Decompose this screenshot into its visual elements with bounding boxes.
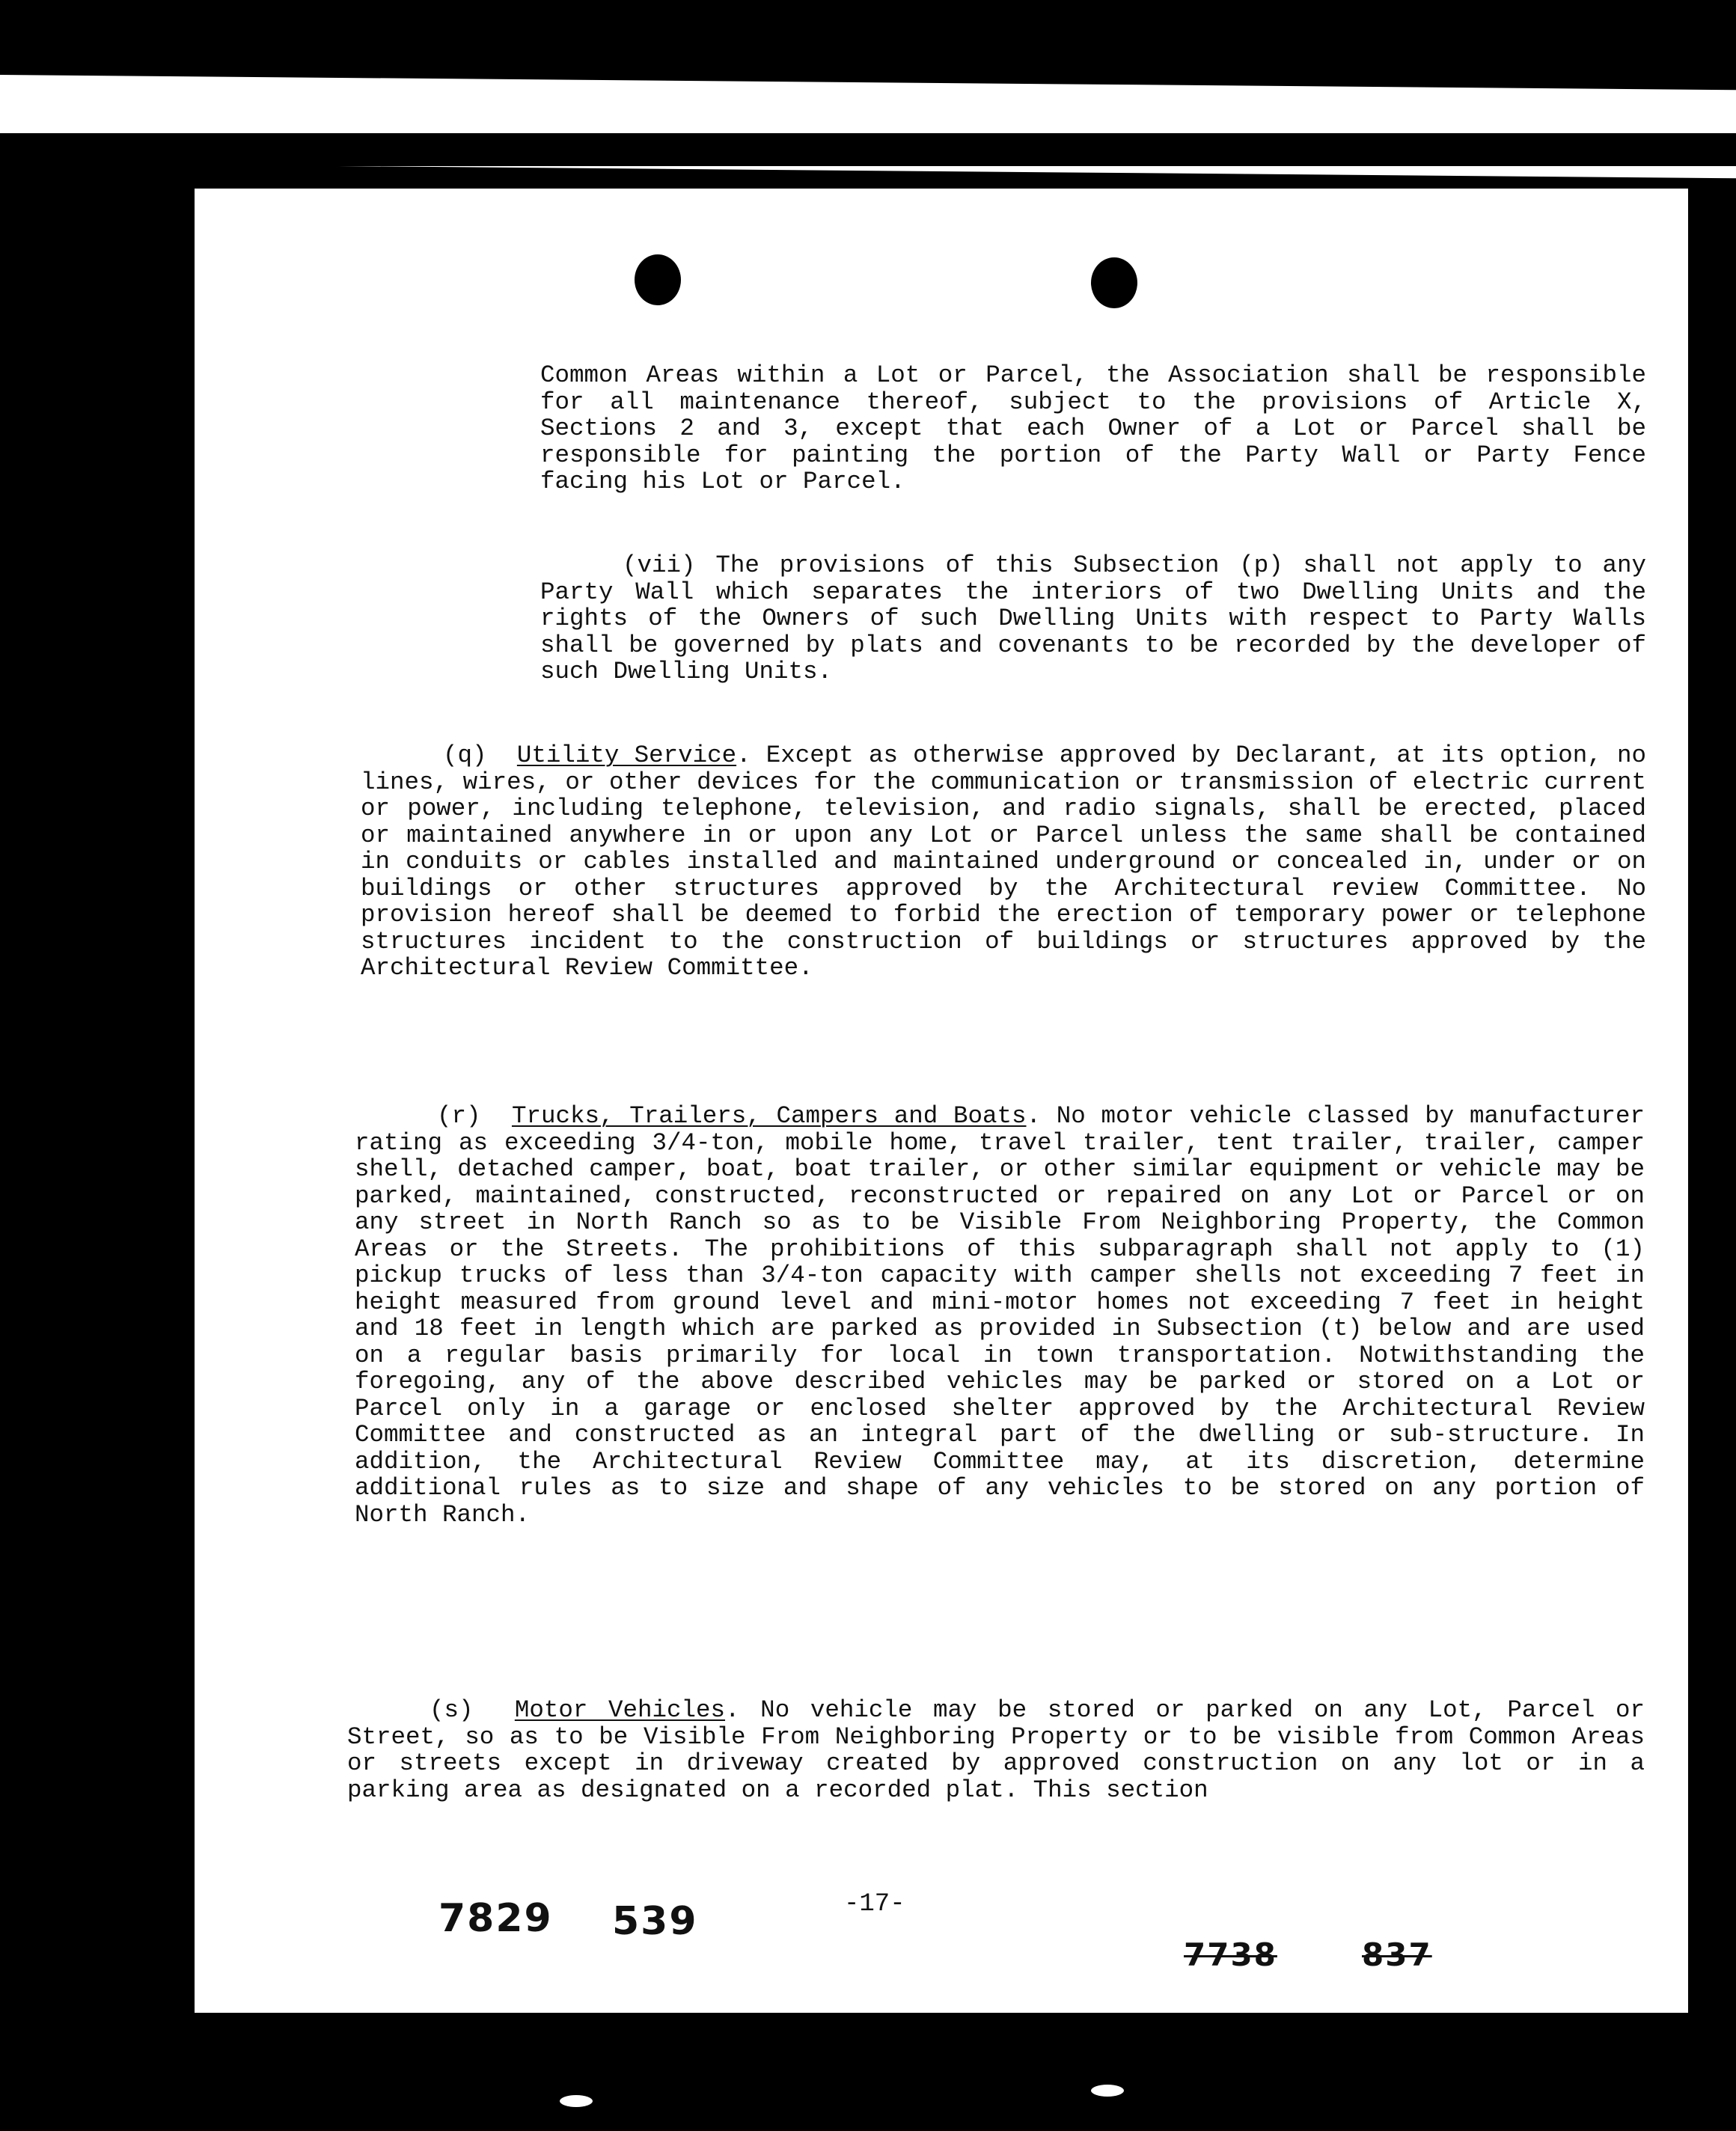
paragraph-body bbox=[347, 1697, 1645, 1803]
document-page bbox=[195, 189, 1688, 2013]
recording-page-number: 539 bbox=[612, 1899, 698, 1944]
paragraph-r-trucks-trailers bbox=[355, 1103, 1645, 1556]
paragraph-text: . No motor vehicle classed by manufacturer rating as exceeding 3/4-ton, mobile home, travel trailer, tent trailer, trailer, camper shell, detached camper, boat, boat trailer, or other similar equipment or vehicle may be parked, maintained, constructed, reconstructed or repaired on any Lot or Parcel or on any street in North Ranch so as to be Visible From Neighboring Property, the Common Areas or the Streets. The prohibitions of this subparagraph shall not apply to (1) pickup trucks of less than 3/4-ton capacity with camper shells not exceeding 7 feet in height measured from ground level and mini-motor homes not exceeding 7 feet in height and 18 feet in length which are parked as provided in Subsection (t) below and are used on a regular basis primarily for local in town transportation. Notwithstanding the foregoing, any of the above described vehicles may be parked or stored on a Lot or Parcel only in a garage or enclosed shelter approved by the Architectural Review Committee and constructed as an integral part of the dwelling or sub-structure. In addition, the Architectural Review Committee may, at its discretion, determine additional rules as to size and shape of any vehicles to be stored on any portion of North Ranch. bbox=[355, 1102, 1645, 1529]
paragraph-s-motor-vehicles bbox=[347, 1697, 1645, 1832]
section-label: (q) bbox=[443, 742, 487, 769]
paragraph-q-utility-service bbox=[361, 742, 1646, 1010]
section-heading: Motor Vehicles bbox=[514, 1696, 726, 1724]
paragraph-vii bbox=[540, 552, 1646, 714]
scan-speck bbox=[560, 2095, 593, 2107]
struck-page-number: 837 bbox=[1362, 1936, 1432, 1973]
struck-book-number: 7738 bbox=[1184, 1936, 1277, 1973]
paragraph-text: (vii) The provisions of this Subsection (p) shall not apply to any Party Wall which separates the interiors of two Dwelling Units and the rights of the Owners of such Dwelling Units with respect to Party Walls shall be governed by plats and covenants to be recorded by the developer of such Dwelling Units. bbox=[540, 551, 1646, 685]
section-heading: Trucks, Trailers, Campers and Boats bbox=[511, 1102, 1027, 1130]
section-label: (r) bbox=[437, 1102, 481, 1130]
scan-dark-band bbox=[0, 133, 1736, 166]
recording-book-number: 7829 bbox=[438, 1896, 553, 1941]
scan-speck bbox=[1091, 2085, 1124, 2097]
paragraph-text: . Except as otherwise approved by Declarant, at its option, no lines, wires, or other devices for the communication or transmission of electric current or power, including telephone, television, and radio signals, shall be erected, placed or maintained anywhere in or upon any Lot or Parcel unless the same shall be contained in conduits or cables installed and maintained underground or concealed in, under or on buildings or other structures approved by the Architectural review Committee. No provision hereof shall be deemed to forbid the erection of temporary power or telephone structures incident to the construction of buildings or structures approved by the Architectural Review Committee. bbox=[361, 742, 1646, 982]
paragraph-text: Common Areas within a Lot or Parcel, the Association shall be responsible for all maintenance thereof, subject to the provisions of Article X, Sections 2 and 3, except that each Owner of a Lot or Parcel shall be responsible for painting the portion of the Party Wall or Party Fence facing his Lot or Parcel. bbox=[540, 361, 1646, 495]
section-heading: Utility Service bbox=[516, 742, 737, 769]
section-label: (s) bbox=[430, 1696, 474, 1724]
punch-hole bbox=[1091, 257, 1137, 308]
paragraph-body bbox=[355, 1103, 1645, 1528]
paragraph-body bbox=[361, 742, 1646, 982]
page-number: -17- bbox=[844, 1890, 905, 1918]
paragraph-common-areas bbox=[540, 362, 1646, 524]
paragraph-text: . No vehicle may be stored or parked on any Lot, Parcel or Street, so as to be Visible From Neighboring Property or to be visible from Common Areas or streets except in driveway created by approved construction on any lot or in a parking area as designated on a recorded plat. This section bbox=[347, 1696, 1645, 1804]
punch-hole bbox=[635, 254, 681, 305]
